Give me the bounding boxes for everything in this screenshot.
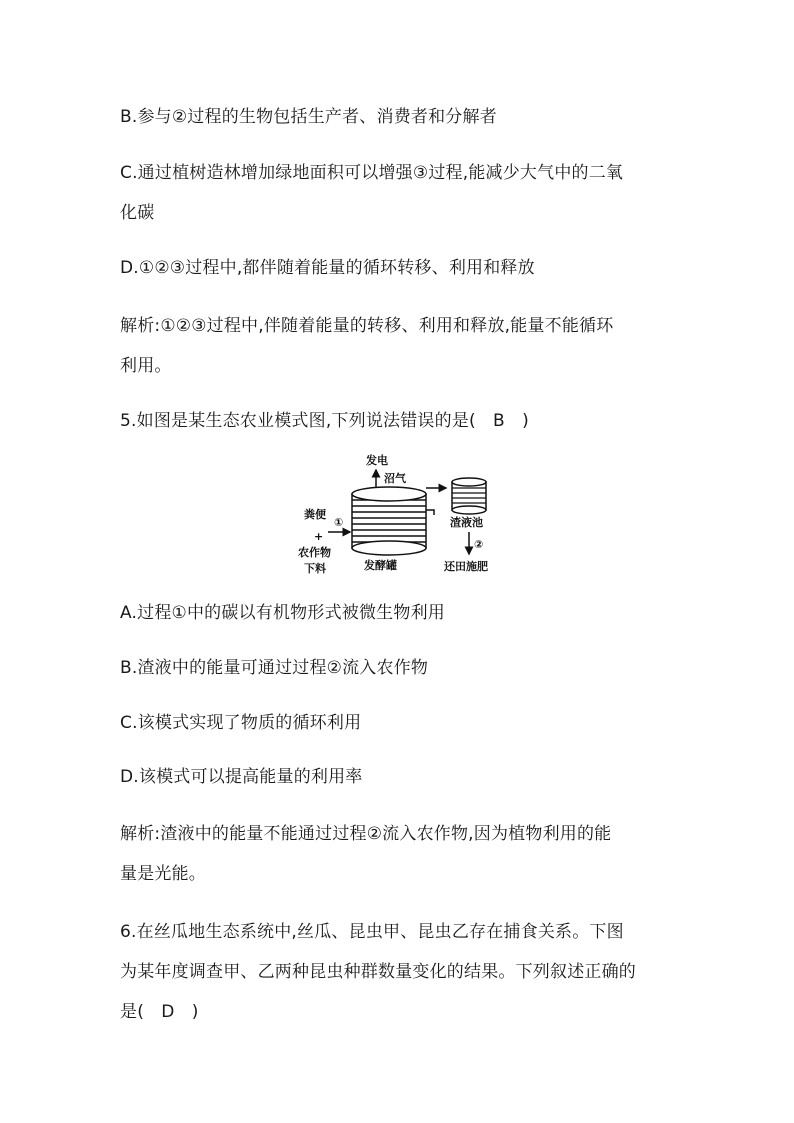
residue-pool-icon — [452, 478, 486, 514]
eco-agriculture-diagram — [280, 448, 520, 578]
explanation-q5-line1: 解析:渣液中的能量不能通过过程②流入农作物,因为植物利用的能 — [120, 824, 612, 844]
option-a-q5: A.过程①中的碳以有机物形式被微生物利用 — [120, 603, 445, 623]
fermentation-tank-icon — [352, 487, 426, 555]
plus-label: + — [314, 530, 324, 543]
crop-waste-label-2: 下料 — [304, 562, 326, 575]
question-6-stem-line2: 为某年度调查甲、乙两种昆虫种群数量变化的结果。下列叙述正确的 — [120, 962, 636, 982]
outlet-pipe — [426, 510, 434, 515]
question-6-stem-line3: 是( D ) — [120, 1002, 199, 1022]
option-d-q5: D.该模式可以提高能量的利用率 — [120, 767, 363, 787]
question-5-stem: 5.如图是某生态农业模式图,下列说法错误的是( B ) — [120, 411, 529, 431]
option-b-q4: B.参与②过程的生物包括生产者、消费者和分解者 — [120, 107, 497, 127]
explanation-q5-line2: 量是光能。 — [120, 864, 206, 884]
option-d-q4: D.①②③过程中,都伴随着能量的循环转移、利用和释放 — [120, 258, 535, 278]
option-b-q5: B.渣液中的能量可通过过程②流入农作物 — [120, 658, 429, 678]
step1-label: ① — [334, 516, 344, 529]
option-c-q4-line1: C.通过植树造林增加绿地面积可以增强③过程,能减少大气中的二氧 — [120, 163, 624, 183]
power-label: 发电 — [366, 454, 388, 467]
step2-label: ② — [474, 538, 484, 551]
crop-waste-label-1: 农作物 — [298, 546, 331, 559]
option-c-q4-line2: 化碳 — [120, 203, 155, 223]
explanation-q4-line1: 解析:①②③过程中,伴随着能量的转移、利用和释放,能量不能循环 — [120, 316, 614, 336]
feces-label: 粪便 — [304, 508, 326, 521]
fermentation-tank-label: 发酵罐 — [364, 559, 397, 572]
question-6-stem-line1: 6.在丝瓜地生态系统中,丝瓜、昆虫甲、昆虫乙存在捕食关系。下图 — [120, 922, 624, 942]
biogas-label: 沼气 — [384, 472, 406, 485]
explanation-q4-line2: 利用。 — [120, 356, 172, 376]
residue-pool-label: 渣液池 — [450, 516, 483, 529]
field-fertilize-label: 还田施肥 — [444, 560, 488, 573]
option-c-q5: C.该模式实现了物质的循环利用 — [120, 713, 362, 733]
